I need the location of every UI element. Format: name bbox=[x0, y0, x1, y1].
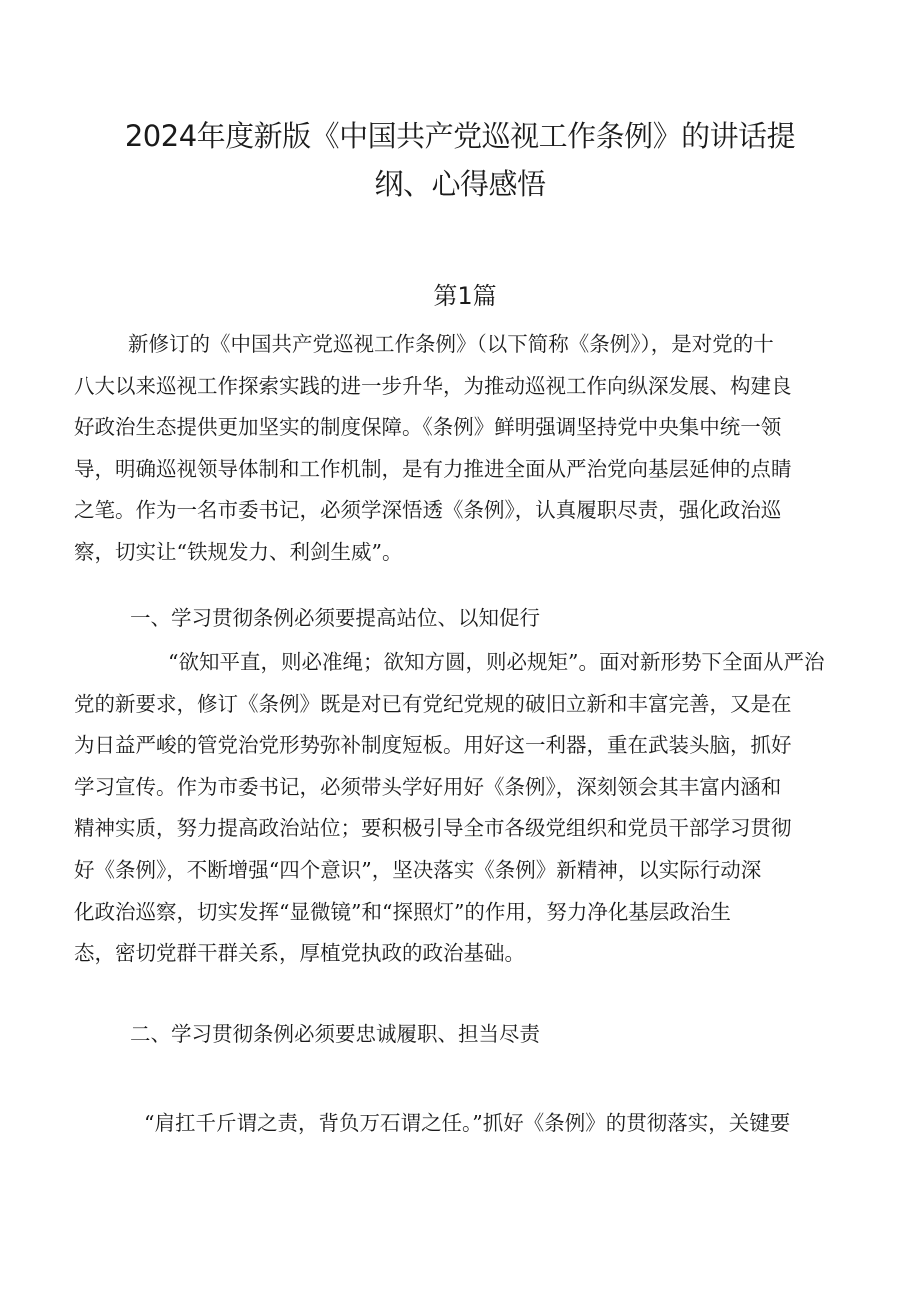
paragraph-line: 导，明确巡视领导体制和工作机制，是有力推进全面从严治党向基层延伸的点睛 bbox=[74, 456, 792, 481]
title-line: 纲、心得感悟 bbox=[374, 167, 546, 201]
paragraph-line: 党的新要求，修订《条例》既是对已有党纪党规的破旧立新和丰富完善，又是在 bbox=[74, 691, 792, 716]
paragraph-line: 学习宣传。作为市委书记，必须带头学好用好《条例》，深刻领会其丰富内涵和 bbox=[74, 774, 782, 799]
paragraph-line: 之笔。作为一名市委书记，必须学深悟透《条例》，认真履职尽责，强化政治巡 bbox=[74, 498, 782, 523]
chapter-heading: 第1篇 bbox=[433, 282, 497, 310]
paragraph-line: 八大以来巡视工作探索实践的进一步升华，为推动巡视工作向纵深发展、构建良 bbox=[74, 373, 792, 398]
paragraph-line: 为日益严峻的管党治党形势弥补制度短板。用好这一利器，重在武装头脑，抓好 bbox=[74, 733, 792, 758]
paragraph-line: 察，切实让“铁规发力、利剑生威”。 bbox=[74, 539, 403, 564]
intro-paragraph bbox=[74, 324, 792, 574]
paragraph-line: 化政治巡察，切实发挥“显微镜”和“探照灯”的作用，努力净化基层政治生 bbox=[74, 899, 731, 924]
paragraph-line: 态，密切党群干群关系，厚植党执政的政治基础。 bbox=[74, 941, 525, 966]
paragraph-line: 精神实质，努力提高政治站位；要积极引导全市各级党组织和党员干部学习贯彻 bbox=[74, 816, 792, 841]
paragraph-line: 好《条例》，不断增强“四个意识”，坚决落实《条例》新精神，以实际行动深 bbox=[74, 857, 762, 882]
title-line: 2024年度新版《中国共产党巡视工作条例》的讲话提 bbox=[124, 119, 796, 153]
section-2-paragraph bbox=[74, 1103, 790, 1145]
document-title bbox=[100, 112, 820, 208]
paragraph-line: 新修订的《中国共产党巡视工作条例》（以下简称《条例》），是对党的十 bbox=[128, 332, 774, 356]
section-1-paragraph bbox=[74, 642, 824, 975]
paragraph-line: “欲知平直，则必准绳；欲知方圆，则必规矩”。面对新形势下全面从严治 bbox=[168, 650, 825, 674]
section-1-heading: 一、学习贯彻条例必须要提高站位、以知促行 bbox=[130, 606, 540, 630]
paragraph-line: “肩扛千斤谓之责，背负万石谓之任。”抓好《条例》的贯彻落实，关键要 bbox=[144, 1111, 791, 1135]
paragraph-line: 好政治生态提供更加坚实的制度保障。《条例》鲜明强调坚持党中央集中统一领 bbox=[74, 415, 782, 440]
section-2-heading: 二、学习贯彻条例必须要忠诚履职、担当尽责 bbox=[130, 1022, 540, 1046]
